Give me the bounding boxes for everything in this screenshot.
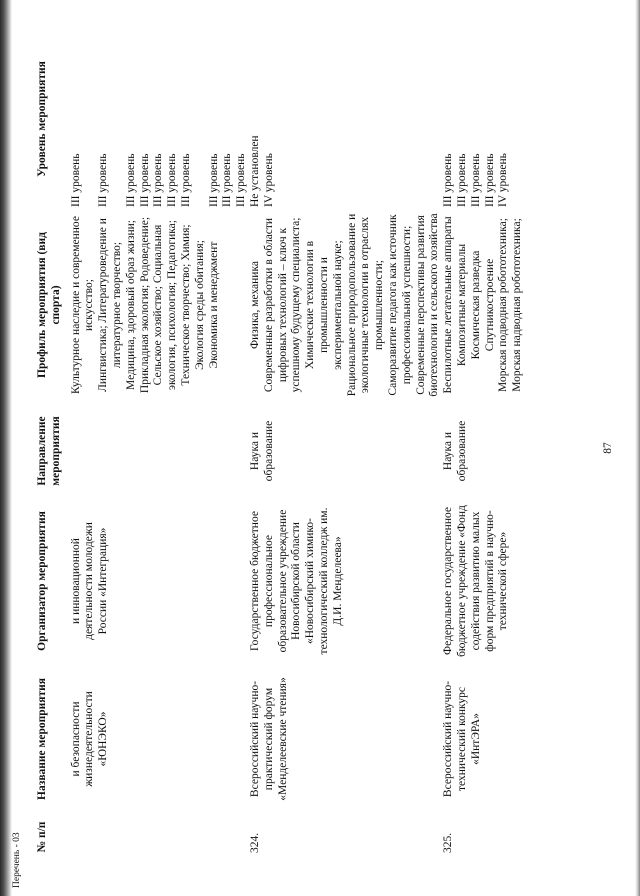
row-num — [70, 818, 249, 856]
row-num: 325. — [442, 832, 455, 853]
row-event-name: Всероссийский научно-практический форум «Менделеевские чтения» — [248, 677, 289, 801]
level-item: III уровень — [483, 153, 496, 207]
profile-item: Рациональное природопользование и экологичные технологии в отраслях промышленности; — [345, 213, 386, 397]
level-item: III уровень — [221, 153, 234, 207]
profile-item: Медицина, здоровый образ жизни; — [124, 220, 137, 390]
profile-item: Беспилотные летательные аппараты — [442, 216, 455, 394]
row-level — [442, 28, 525, 210]
level-item: III уровень — [152, 153, 165, 207]
level-item: III уровень — [235, 153, 248, 207]
header-level: Уровень мероприятия — [36, 61, 48, 177]
level-item: III уровень — [138, 153, 151, 207]
header-profile: Профиль мероприятия (вид спорта) — [36, 232, 62, 378]
row-level — [249, 28, 442, 210]
profile-item: Космическая разведка — [469, 250, 482, 360]
header-organizer: Организатор мероприятия — [36, 511, 48, 651]
footer-doc-code: Перечень - 03 — [12, 832, 22, 888]
profile-item: Техническое творчество; Химия; — [179, 224, 192, 386]
table-header-row — [36, 28, 70, 856]
profile-item: Прикладная экология; Родоведение; — [138, 216, 151, 394]
level-item: III уровень — [166, 153, 179, 207]
profile-item: Экология среды обитания; — [193, 240, 206, 370]
row-organizer: Государственное бюджетное профессиональное образовательное учреждение Новосибирской области «Новосибирский химико-технологический колледж им. Д.И. Менделеева» — [248, 507, 344, 655]
profile-item: Культурное наследие и современное искусство; — [69, 216, 96, 394]
table-row — [249, 28, 442, 856]
level-item: III уровень — [97, 153, 110, 207]
level-item — [111, 31, 125, 207]
header-name: Название мероприятия — [36, 678, 48, 800]
level-item: III уровень — [442, 153, 455, 207]
profile-item: Современные разработки в области цифровых технологий – ключ к успешному будущему специалиста; Химические технологии в промышленности и экспериментальной науке; — [262, 217, 344, 393]
level-item — [83, 31, 97, 207]
level-item: IV уровень — [262, 153, 275, 207]
profile-item: Саморазвитие педагога как источник профессиональной успешности; Современные перспективы развития биотехнологии и сельского хозяйства — [386, 213, 441, 397]
row-direction: Наука и образование — [248, 420, 275, 482]
row-level — [70, 28, 249, 210]
level-item: III уровень — [179, 153, 192, 207]
header-num: № п/п — [36, 821, 48, 853]
profile-item: Композитные материалы — [455, 243, 468, 367]
page-number: 87 — [602, 442, 614, 454]
table-row — [70, 28, 249, 856]
level-item: IV уровень — [497, 153, 510, 207]
table-row — [442, 28, 525, 856]
profile-item: Лингвистика; Литературоведение и литературное творчество; — [97, 218, 123, 392]
profile-item: Сельское хозяйство; Социальная экология, психология; Педагогика; — [152, 220, 179, 390]
row-direction: Наука и образование — [442, 420, 468, 482]
level-item: III уровень — [124, 153, 137, 207]
row-organizer: Федеральное государственное бюджетное учреждение «Фонд содействия развитию малых форм предприятий в научно-технической сфере» — [442, 505, 510, 657]
row-event-name: Всероссийский научно-технический конкурс «ИнтЭРА» — [442, 680, 482, 798]
row-profile — [249, 210, 442, 400]
row-direction — [70, 400, 249, 502]
profile-item: Физика, механика — [248, 261, 261, 349]
profile-item: Экономика и менеджмент — [207, 241, 220, 369]
level-item: III уровень — [469, 153, 482, 207]
profile-item: Морская надводная робототехника; — [511, 218, 524, 392]
header-direction: Направление мероприятия — [36, 416, 62, 486]
row-profile — [70, 210, 249, 400]
profile-item: Спутникостроение — [483, 258, 496, 352]
level-item: III уровень — [207, 153, 220, 207]
level-item — [194, 31, 208, 207]
level-item: III уровень — [455, 153, 468, 207]
level-item: III уровень — [69, 153, 82, 207]
row-num: 324. — [248, 832, 261, 853]
row-profile — [442, 210, 525, 400]
profile-item: Морская подводная робототехника; — [497, 218, 510, 392]
row-event-name: и безопасности жизнедеятельности «ЮНЭКО» — [69, 691, 110, 787]
level-item: Не установлен — [248, 135, 261, 207]
events-table — [36, 28, 525, 856]
row-organizer: и инновационной деятельности молодежи России «Интеграция» — [69, 522, 110, 640]
